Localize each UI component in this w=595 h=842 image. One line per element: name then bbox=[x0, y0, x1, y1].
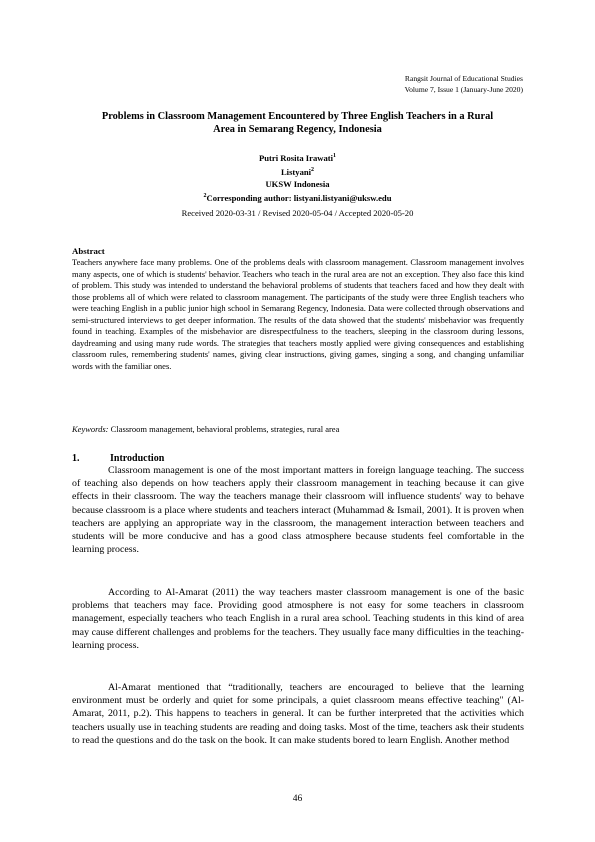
journal-issue: Volume 7, Issue 1 (January-June 2020) bbox=[404, 85, 523, 94]
journal-name: Rangsit Journal of Educational Studies bbox=[404, 74, 523, 83]
affiliation: UKSW Indonesia bbox=[265, 178, 330, 189]
keywords-list: Classroom management, behavioral problems, strategies, rural area bbox=[110, 424, 340, 434]
corresponding-author: $^2$Corresponding author: listyani.listyani@uksw.edu bbox=[203, 192, 392, 203]
author-block bbox=[120, 150, 475, 204]
journal-header bbox=[405, 73, 523, 95]
article-title: Problems in Classroom Management Encountered by Three English Teachers in a Rural Area in Semarang Regency, Indonesia bbox=[101, 111, 494, 135]
author-1: Putri Rosita Irawati$^1$ bbox=[259, 152, 336, 163]
keywords bbox=[72, 424, 524, 436]
abstract-heading: Abstract bbox=[72, 246, 105, 256]
keywords-label: Keywords: bbox=[72, 424, 109, 434]
author-2: Listyani$^2$ bbox=[280, 166, 315, 177]
page-number: 46 bbox=[292, 794, 303, 804]
abstract-text: Teachers anywhere face many problems. One of the problems deals with classroom management. Classroom management involves many aspects, one of which is students' behavior. Teachers who teach in the rural area are not an exception. They also face this kind of problem. This study was intended to understand the behavioral problems of students that teachers faced and how they dealt with those problems all of which were related to classroom management. The participants of the study were three English teachers who were teaching English in a public junior high school in Semarang Regency, Indonesia. Data were collected through observations and semi-structured interviews to get deeper information. The results of the data showed that the students' misbehavior was frequently found in teaching. Examples of the misbehavior are disrespectfulness to the teachers, sleeping in the classroom during lessons, daydreaming and using many rude words. The strategies that teachers mostly applied were giving consequences and establishing classroom rules, remembering students' names, giving clear instructions, giving games, singing a song, and changing unfamiliar words with the familiar ones. bbox=[72, 257, 524, 371]
section-number: 1. bbox=[72, 453, 80, 464]
body-paragraph: According to Al-Amarat (2011) the way teachers master classroom management is one of the basic problems that teachers may face. Providing good atmosphere is not easy for some teachers in classroom management, especially teachers who teach English in a rural area school. Teaching students in this kind of area may cause different challenges and problems for the teachers. They usually face many difficulties in the teaching-learning process. bbox=[72, 587, 524, 651]
body-paragraph: Classroom management is one of the most important matters in foreign language teaching. The success of teaching also depends on how teachers apply their classroom management in teaching because it can give effects in their classroom. The way the teachers manage their classroom will influence students' way to behave because classroom is a place where students and teachers interact (Muhammad & Ismail, 2001). It is proven when teachers are applying an appropriate way in the classroom, the management interaction between teachers and students will be more conducive and has a good class atmosphere because students feel comfortable in the learning process. bbox=[72, 465, 524, 556]
section-title: Introduction bbox=[110, 453, 165, 464]
body-paragraph: Al-Amarat mentioned that “traditionally, teachers are encouraged to believe that the learning environment must be orderly and quiet for some principals, a quiet classroom means effective teaching" (Al-Amarat, 2011, p.2). This happens to teachers in general. It can be further interpreted that the activities which teachers usually use in teaching students are reading and doing tasks. Most of the time, teachers ask their students to read the questions and do the task on the book. It can make students bored to learn English. Another method bbox=[72, 682, 524, 746]
article-dates: Received 2020-03-31 / Revised 2020-05-04 / Accepted 2020-05-20 bbox=[181, 208, 414, 218]
